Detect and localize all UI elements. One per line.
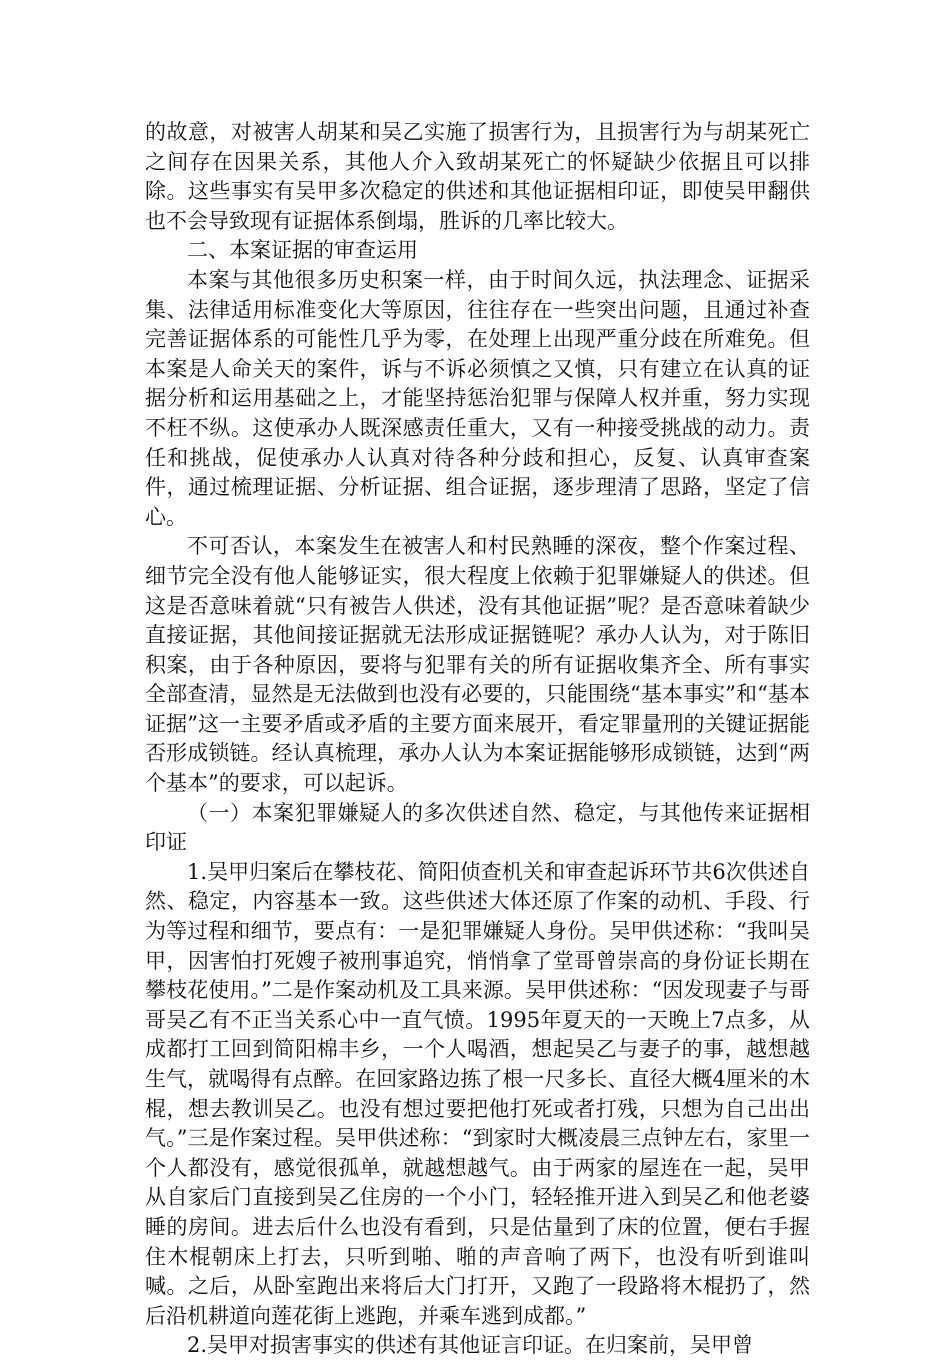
document-body xyxy=(145,118,810,1361)
paragraph: 2.吴甲对损害事实的供述有其他证言印证。在归案前，吴甲曾 xyxy=(187,1333,754,1358)
section-heading: 二、本案证据的审查运用 xyxy=(187,238,418,263)
paragraph: 本案与其他很多历史积案一样，由于时间久远，执法理念、证据采集、法律适用标准变化大等原因，往往存在一些突出问题，且通过补查完善证据体系的可能性几乎为零，在处理上出现严重分歧在所难免。但本案是人命关天的案件，诉与不诉必须慎之又慎，只有建立在认真的证据分析和运用基础之上，才能坚持惩治犯罪与保障人权并重，努力实现不枉不纵。这使承办人既深感责任重大，又有一种接受挑战的动力。责任和挑战，促使承办人认真对待各种分歧和担心，反复、认真审查案件，通过梳理证据、分析证据、组合证据，逐步理清了思路，坚定了信心。 xyxy=(145,267,810,529)
paragraph: 不可否认，本案发生在被害人和村民熟睡的深夜，整个作案过程、细节完全没有他人能够证实，很大程度上依赖于犯罪嫌疑人的供述。但这是否意味着就“只有被告人供述，没有其他证据”呢？是否意味着缺少直接证据，其他间接证据就无法形成证据链呢？承办人认为，对于陈旧积案，由于各种原因，要将与犯罪有关的所有证据收集齐全、所有事实全部查清，显然是无法做到也没有必要的，只能围绕“基本事实”和“基本证据”这一主要矛盾或矛盾的主要方面来展开，看定罪量刑的关键证据能否形成锁链。经认真梳理，承办人认为本案证据能够形成锁链，达到“两个基本”的要求，可以起诉。 xyxy=(145,534,810,796)
subsection-heading: （一）本案犯罪嫌疑人的多次供述自然、稳定，与其他传来证据相印证 xyxy=(145,800,810,855)
paragraph: 1.吴甲归案后在攀枝花、简阳侦查机关和审查起诉环节共6次供述自然、稳定，内容基本一致。这些供述大体还原了作案的动机、手段、行为等过程和细节，要点有：一是犯罪嫌疑人身份。吴甲供述称：“我叫吴甲，因害怕打死嫂子被刑事追究，悄悄拿了堂哥曾崇高的身份证长期在攀枝花使用。”二是作案动机及工具来源。吴甲供述称：“因发现妻子与哥哥吴乙有不正当关系心中一直气愤。1995年夏天的一天晚上7点多，从成都打工回到简阳棉丰乡，一个人喝酒，想起吴乙与妻子的事，越想越生气，就喝得有点醉。在回家路边拣了根一尺多长、直径大概4厘米的木棍，想去教训吴乙。也没有想过要把他打死或者打残，只想为自己出出气。”三是作案过程。吴甲供述称：“到家时大概凌晨三点钟左右，家里一个人都没有，感觉很孤单，就越想越气。由于两家的屋连在一起，吴甲从自家后门直接到吴乙住房的一个小门，轻轻推开进入到吴乙和他老婆睡的房间。进去后什么也没有看到，只是估量到了床的位置，便右手握住木棍朝床上打去，只听到啪、啪的声音响了两下，也没有听到谁叫喊。之后，从卧室跑出来将后大门打开，又跑了一段路将木棍扔了，然后沿机耕道向莲花街上逃跑，并乘车逃到成都。” xyxy=(145,859,810,1328)
paragraph-continuation: 的故意，对被害人胡某和吴乙实施了损害行为，且损害行为与胡某死亡之间存在因果关系，其他人介入致胡某死亡的怀疑缺少依据且可以排除。这些事实有吴甲多次稳定的供述和其他证据相印证，即使吴甲翻供也不会导致现有证据体系倒塌，胜诉的几率比较大。 xyxy=(145,120,810,233)
